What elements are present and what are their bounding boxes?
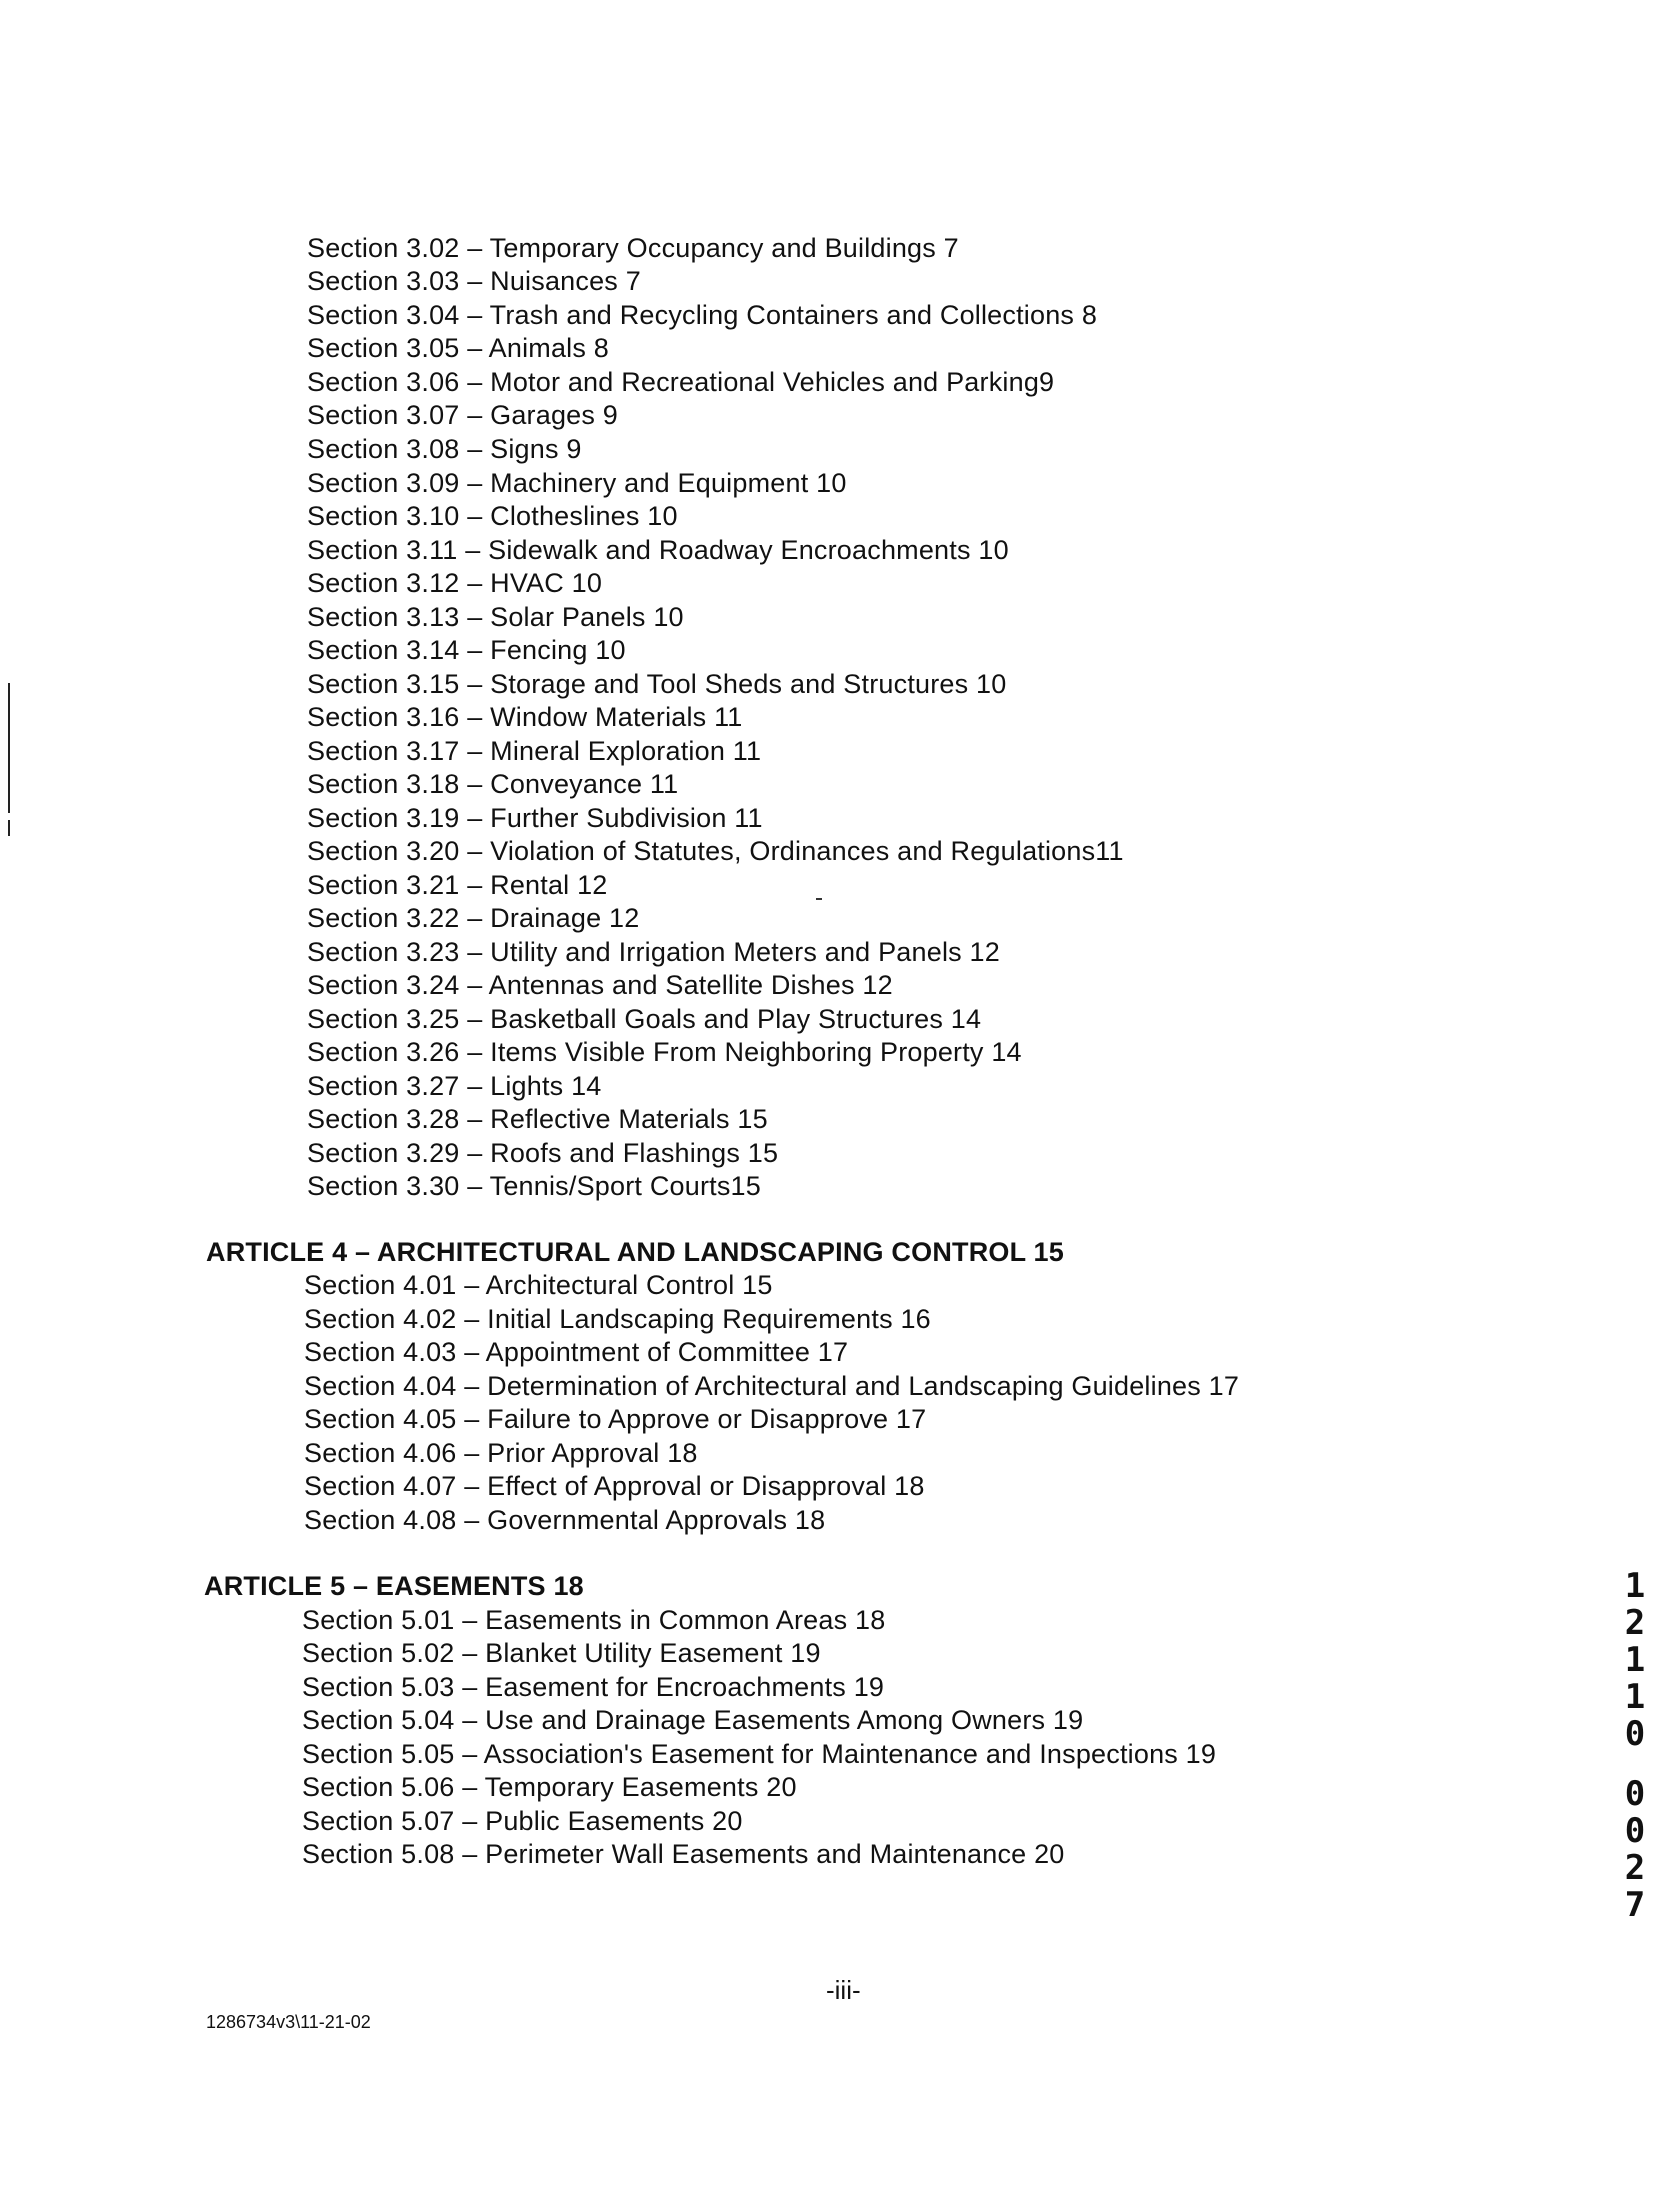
toc-entry[interactable]: Section 3.12 – HVAC 10	[307, 568, 603, 598]
toc-entry[interactable]: Section 3.14 – Fencing 10	[307, 635, 626, 665]
toc-entry[interactable]: Section 3.11 – Sidewalk and Roadway Encroachments 10	[307, 535, 1009, 565]
toc-entry[interactable]: Section 3.25 – Basketball Goals and Play Structures 14	[307, 1004, 982, 1034]
toc-entry[interactable]: Section 5.02 – Blanket Utility Easement 19	[302, 1638, 821, 1668]
toc-entry[interactable]: Section 3.23 – Utility and Irrigation Meters and Panels 12	[307, 937, 1000, 967]
bates-digit: 7	[1624, 1885, 1646, 1925]
bates-digit: 0	[1624, 1811, 1646, 1851]
toc-entry[interactable]: Section 3.30 – Tennis/Sport Courts15	[307, 1171, 761, 1201]
toc-entry[interactable]: Section 3.16 – Window Materials 11	[307, 702, 743, 732]
toc-entry[interactable]: Section 5.05 – Association's Easement for Maintenance and Inspections 19	[302, 1739, 1217, 1769]
toc-entry[interactable]: Section 5.03 – Easement for Encroachments 19	[302, 1672, 885, 1702]
page-number: -iii-	[826, 1975, 861, 2005]
toc-entry[interactable]: Section 3.15 – Storage and Tool Sheds and Structures 10	[307, 669, 1007, 699]
toc-entry[interactable]: Section 3.04 – Trash and Recycling Containers and Collections 8	[307, 300, 1098, 330]
toc-entry[interactable]: Section 4.07 – Effect of Approval or Disapproval 18	[304, 1471, 925, 1501]
toc-entry[interactable]: Section 3.22 – Drainage 12	[307, 903, 640, 933]
bates-digit: 1	[1624, 1677, 1646, 1717]
toc-entry[interactable]: Section 3.05 – Animals 8	[307, 333, 609, 363]
article-heading[interactable]: ARTICLE 5 – EASEMENTS 18	[204, 1571, 584, 1601]
toc-entry[interactable]: Section 3.18 – Conveyance 11	[307, 769, 679, 799]
change-bar	[8, 820, 10, 836]
toc-entry[interactable]: Section 4.04 – Determination of Architectural and Landscaping Guidelines 17	[304, 1371, 1240, 1401]
change-bar	[8, 683, 10, 813]
bates-digit: 2	[1624, 1603, 1646, 1643]
toc-entry[interactable]: Section 3.09 – Machinery and Equipment 10	[307, 468, 847, 498]
toc-entry[interactable]: Section 3.26 – Items Visible From Neighboring Property 14	[307, 1037, 1022, 1067]
toc-entry[interactable]: Section 5.01 – Easements in Common Areas 18	[302, 1605, 886, 1635]
toc-entry[interactable]: Section 4.08 – Governmental Approvals 18	[304, 1505, 826, 1535]
toc-entry[interactable]: Section 3.29 – Roofs and Flashings 15	[307, 1138, 779, 1168]
bates-digit: 2	[1624, 1848, 1646, 1888]
toc-entry[interactable]: Section 3.02 – Temporary Occupancy and Buildings 7	[307, 233, 959, 263]
toc-entry[interactable]: Section 3.10 – Clotheslines 10	[307, 501, 678, 531]
toc-entry[interactable]: Section 3.06 – Motor and Recreational Vehicles and Parking9	[307, 367, 1055, 397]
toc-entry[interactable]: Section 4.02 – Initial Landscaping Requirements 16	[304, 1304, 931, 1334]
bates-digit: 1	[1624, 1640, 1646, 1680]
toc-entry[interactable]: Section 5.06 – Temporary Easements 20	[302, 1772, 797, 1802]
document-id: 1286734v3\11-21-02	[206, 2012, 371, 2032]
toc-entry[interactable]: Section 3.03 – Nuisances 7	[307, 266, 641, 296]
toc-entry[interactable]: Section 4.03 – Appointment of Committee 17	[304, 1337, 849, 1367]
toc-entry[interactable]: Section 5.04 – Use and Drainage Easements Among Owners 19	[302, 1705, 1084, 1735]
toc-entry[interactable]: Section 3.17 – Mineral Exploration 11	[307, 736, 762, 766]
toc-entry[interactable]: Section 3.21 – Rental 12	[307, 870, 608, 900]
bates-digit: 1	[1624, 1566, 1646, 1606]
scan-artifact	[816, 898, 822, 900]
toc-entry[interactable]: Section 3.19 – Further Subdivision 11	[307, 803, 763, 833]
toc-entry[interactable]: Section 5.08 – Perimeter Wall Easements and Maintenance 20	[302, 1839, 1065, 1869]
toc-entry[interactable]: Section 3.07 – Garages 9	[307, 400, 619, 430]
article-heading[interactable]: ARTICLE 4 – ARCHITECTURAL AND LANDSCAPING CONTROL 15	[206, 1237, 1064, 1267]
toc-entry[interactable]: Section 3.28 – Reflective Materials 15	[307, 1104, 768, 1134]
toc-entry[interactable]: Section 3.24 – Antennas and Satellite Dishes 12	[307, 970, 893, 1000]
toc-entry[interactable]: Section 3.20 – Violation of Statutes, Ordinances and Regulations11	[307, 836, 1124, 866]
toc-entry[interactable]: Section 3.08 – Signs 9	[307, 434, 582, 464]
toc-entry[interactable]: Section 4.06 – Prior Approval 18	[304, 1438, 698, 1468]
bates-digit: 0	[1624, 1774, 1646, 1814]
toc-entry[interactable]: Section 3.27 – Lights 14	[307, 1071, 602, 1101]
bates-digit: 0	[1624, 1714, 1646, 1754]
toc-entry[interactable]: Section 3.13 – Solar Panels 10	[307, 602, 684, 632]
toc-entry[interactable]: Section 4.01 – Architectural Control 15	[304, 1270, 773, 1300]
toc-entry[interactable]: Section 5.07 – Public Easements 20	[302, 1806, 743, 1836]
toc-entry[interactable]: Section 4.05 – Failure to Approve or Disapprove 17	[304, 1404, 927, 1434]
